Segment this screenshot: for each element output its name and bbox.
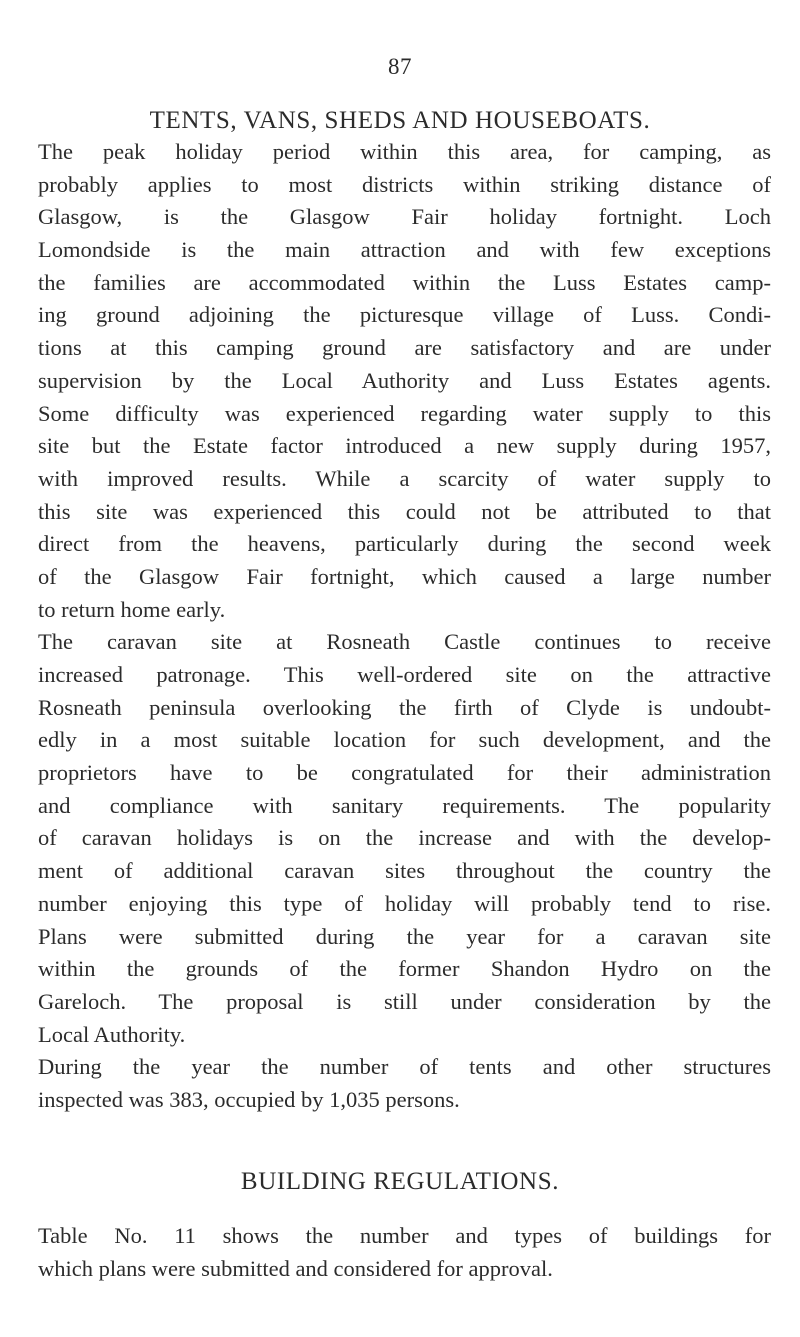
text-line: direct from the heavens, particularly during the second week bbox=[38, 531, 771, 557]
text-line: Some difficulty was experienced regarding water supply to this bbox=[38, 400, 771, 426]
text-line: with improved results. While a scarcity of water supply to bbox=[38, 465, 771, 491]
text-line: edly in a most suitable location for such development, and the bbox=[38, 727, 771, 753]
text-line: of the Glasgow Fair fortnight, which caused a large number bbox=[38, 563, 771, 589]
text-line: Lomondside is the main attraction and with few exceptions bbox=[38, 237, 771, 263]
text-line: site but the Estate factor introduced a new supply during 1957, bbox=[38, 433, 771, 459]
text-line: which plans were submitted and considered for approval. bbox=[38, 1255, 553, 1281]
text-line: ing ground adjoining the picturesque village of Luss. Condi- bbox=[38, 302, 771, 328]
text-line: Rosneath peninsula overlooking the firth of Clyde is undoubt- bbox=[38, 694, 771, 720]
text-line: supervision by the Local Authority and Luss Estates agents. bbox=[38, 367, 771, 393]
text-line: of caravan holidays is on the increase and with the develop- bbox=[38, 825, 771, 851]
text-line: proprietors have to be congratulated for their administration bbox=[38, 760, 771, 786]
text-line: to return home early. bbox=[38, 596, 226, 622]
text-line: tions at this camping ground are satisfactory and are under bbox=[38, 335, 771, 361]
text-line: within the grounds of the former Shandon Hydro on the bbox=[38, 956, 771, 982]
text-line: During the year the number of tents and other structures bbox=[38, 1054, 771, 1080]
section-body-building bbox=[38, 1220, 771, 1285]
text-line: The peak holiday period within this area, for camping, as bbox=[38, 139, 771, 164]
text-line: inspected was 383, occupied by 1,035 persons. bbox=[38, 1086, 460, 1112]
text-line: Local Authority. bbox=[38, 1021, 186, 1047]
text-line: probably applies to most districts within striking distance of bbox=[38, 171, 771, 197]
text-line: ment of additional caravan sites throughout the country the bbox=[38, 858, 771, 884]
text-line: increased patronage. This well-ordered site on the attractive bbox=[38, 662, 771, 687]
text-line: Gareloch. The proposal is still under consideration by the bbox=[38, 988, 771, 1014]
page-number: 87 bbox=[388, 54, 412, 79]
text-line: and compliance with sanitary requirements. The popularity bbox=[38, 792, 771, 818]
text-line: the families are accommodated within the Luss Estates camp- bbox=[38, 269, 771, 295]
text-line: Table No. 11 shows the number and types of buildings for bbox=[38, 1223, 771, 1248]
text-line: Plans were submitted during the year for a caravan site bbox=[38, 923, 771, 949]
text-line: this site was experienced this could not be attributed to that bbox=[38, 498, 771, 524]
text-line: number enjoying this type of holiday will probably tend to rise. bbox=[38, 890, 771, 916]
text-line: The caravan site at Rosneath Castle continues to receive bbox=[38, 629, 771, 655]
section-body-tents bbox=[38, 136, 771, 1117]
section-heading-tents: TENTS, VANS, SHEDS AND HOUSEBOATS. bbox=[149, 107, 651, 134]
section-heading-building: BUILDING REGULATIONS. bbox=[240, 1168, 560, 1195]
text-line: Glasgow, is the Glasgow Fair holiday fortnight. Loch bbox=[38, 204, 771, 230]
